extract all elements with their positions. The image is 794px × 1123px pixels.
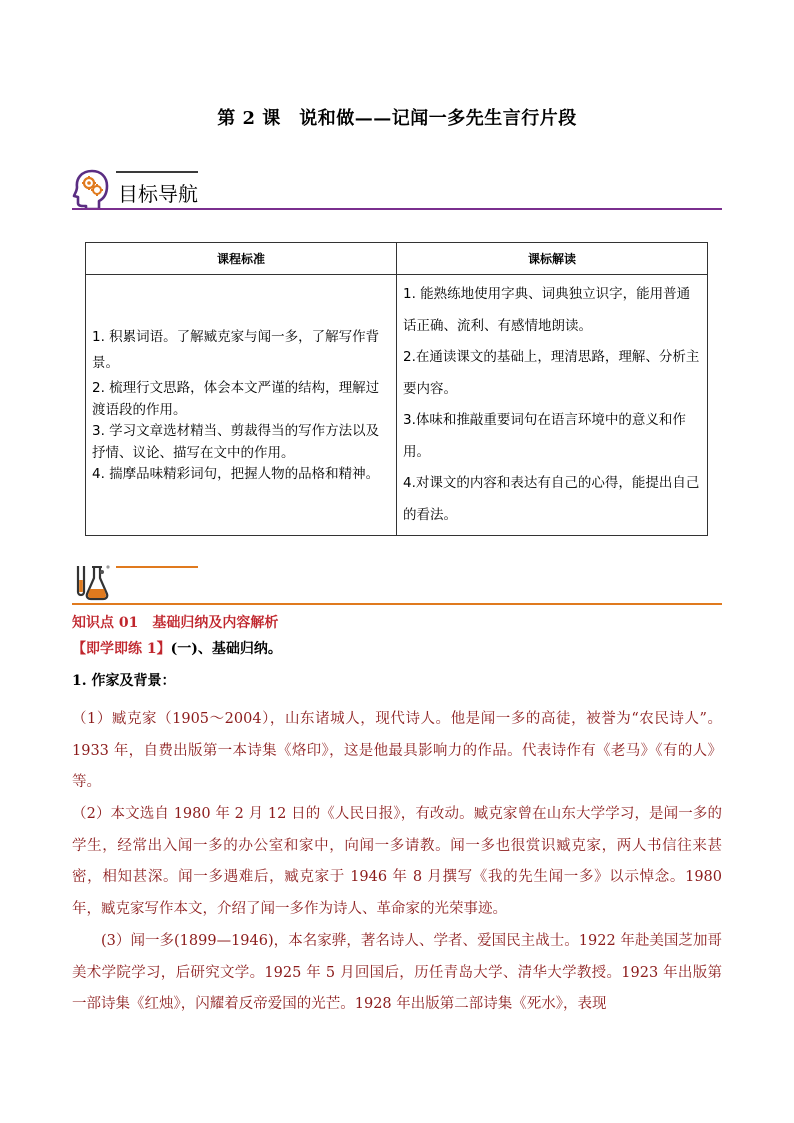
standard-item: 2. 梳理行文思路，体会本文严谨的结构，理解过渡语段的作用。 [92, 380, 380, 418]
goal-section-header [72, 166, 722, 212]
interpretation-cell [397, 275, 708, 536]
standards-cell [86, 275, 397, 536]
paragraph-wen-yiduo: (3）闻一多(1899—1946)，本名家骅，著名诗人、学者、爱国民主战士。1922 年赴美国芝加哥美术学院学习，后研究文学。1925 年 5 月回国后，历任青岛大学、清华大学教授。1923 年出版第一部诗集《红烛》，闪耀着反帝爱国的光芒。1928 年出版第二部诗集《死水》，表现 [72, 933, 722, 1012]
interpretation-item: 2.在通读课文的基础上，理清思路，理解、分析主要内容。 [403, 349, 700, 397]
head-gears-icon [72, 168, 110, 210]
lab-flask-icon [72, 562, 112, 602]
standard-item: 3. 学习文章选材精当、剪裁得当的写作方法以及抒情、议论、描写在文中的作用。 [92, 423, 380, 461]
header-accent-line [116, 171, 198, 173]
page-title: 第 2 课 说和做——记闻一多先生言行片段 [217, 108, 577, 129]
drill-label: 【即学即练 1】 [72, 641, 171, 657]
section-divider [72, 208, 722, 210]
interpretation-item: 4.对课文的内容和表达有自己的心得，能提出自己的看法。 [403, 475, 700, 523]
paragraph-author: （1）臧克家（1905～2004），山东诸城人，现代诗人。他是闻一多的高徒，被誉为“农民诗人”。1933 年，自费出版第一本诗集《烙印》，这是他最具影响力的作品。代表诗作有《老马》《有的人》等。 [72, 711, 722, 790]
interpretation-item: 1. 能熟练地使用字典、词典独立识字，能用普通话正确、流利、有感情地朗读。 [403, 286, 691, 334]
section-divider [72, 603, 722, 605]
standard-item: 4. 揣摩品味精彩词句，把握人物的品格和精神。 [92, 466, 380, 483]
subheading-author-background: 1. 作家及背景： [72, 673, 176, 689]
paragraph-source: （2）本文选自 1980 年 2 月 12 日的《人民日报》，有改动。臧克家曾在山东大学学习，是闻一多的学生，经常出入闻一多的办公室和家中，向闻一多请教。闻一多也很赏识臧克家，两人书信往来甚密，相知甚深。闻一多遇难后，臧克家于 1946 年 8 月撰写《我的先生闻一多》以示悼念。1980 年，臧克家写作本文，介绍了闻一多作为诗人、革命家的光荣事迹。 [72, 806, 722, 917]
header-accent-line [116, 566, 198, 568]
table-header-interpretation: 课标解读 [397, 243, 708, 275]
knowledge-point-title: 知识点 01 基础归纳及内容解析 [72, 615, 279, 631]
drill-text: (一)、基础归纳。 [170, 641, 282, 657]
table-header-standards: 课程标准 [86, 243, 397, 275]
section-title: 目标导航 [118, 182, 198, 206]
interpretation-item: 3.体味和推敲重要词句在语言环境中的意义和作用。 [403, 412, 686, 460]
drill-heading [72, 638, 282, 658]
standard-item: 1. 积累词语。了解臧克家与闻一多，了解写作背景。 [92, 329, 380, 372]
curriculum-table [85, 242, 708, 536]
knowledge-section-header [72, 558, 722, 606]
